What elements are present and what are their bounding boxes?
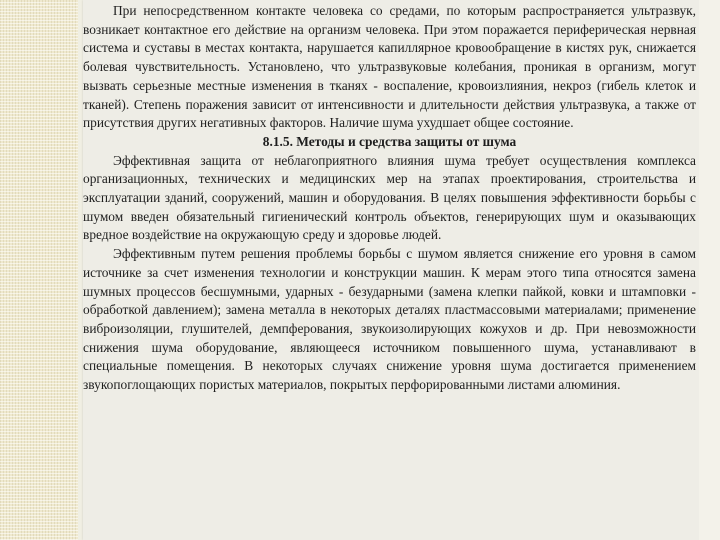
- right-margin: [699, 0, 720, 540]
- document-text: [83, 2, 696, 395]
- document-page: [83, 0, 699, 540]
- decorative-left-stripe: [0, 0, 78, 540]
- paragraph-noise-protection: Эффективная защита от неблагоприятного влияния шума требует осуществления комплекса организационных, технических и медицинских мер на этапах проектирования, строительства и эксплуатации зданий, сооружений, машин и оборудования. В целях повышения эффективности борьбы с шумом введен обязательный гигиенический контроль объектов, генерирующих шум и оказывающих вредное воздействие на окружающую среду и здоровье людей.: [83, 152, 696, 243]
- paragraph-noise-source-reduction: Эффективным путем решения проблемы борьбы с шумом является снижение его уровня в самом источнике за счет изменения технологии и конструкции машин. К мерам этого типа относятся замена шумных процессов бесшумными, ударных - безударными (замена клепки пайкой, ковки и штамповки - обработкой давлением); замена металла в некоторых деталях пластмассовыми материалами; применение виброизоляции, глушителей, демпферования, звукоизолирующих кожухов и др. При невозможности снижения шума оборудование, являющееся источником повышенного шума, устанавливают в специальные помещения. В некоторых случаях снижение уровня шума достигается применением звукопоглощающих пористых материалов, покрытых перфорированными листами алюминия.: [83, 246, 696, 393]
- paragraph-ultrasound-contact: При непосредственном контакте человека со средами, по которым распространяется ультразвук, возникает контактное его действие на организм человека. При этом поражается периферическая нервная система и суставы в местах контакта, нарушается капиллярное кровообращение в кистях рук, снижается болевая чувствительность. Установлено, что ультразвуковые колебания, проникая в организм, могут вызвать серьезные местные изменения в тканях - воспаление, кровоизлияния, некроз (гибель клеток и тканей). Степень поражения зависит от интенсивности и длительности действия ультразвука, а также от присутствия других негативных факторов. Наличие шума ухудшает общее состояние.: [83, 3, 696, 131]
- section-heading: 8.1.5. Методы и средства защиты от шума: [262, 133, 517, 149]
